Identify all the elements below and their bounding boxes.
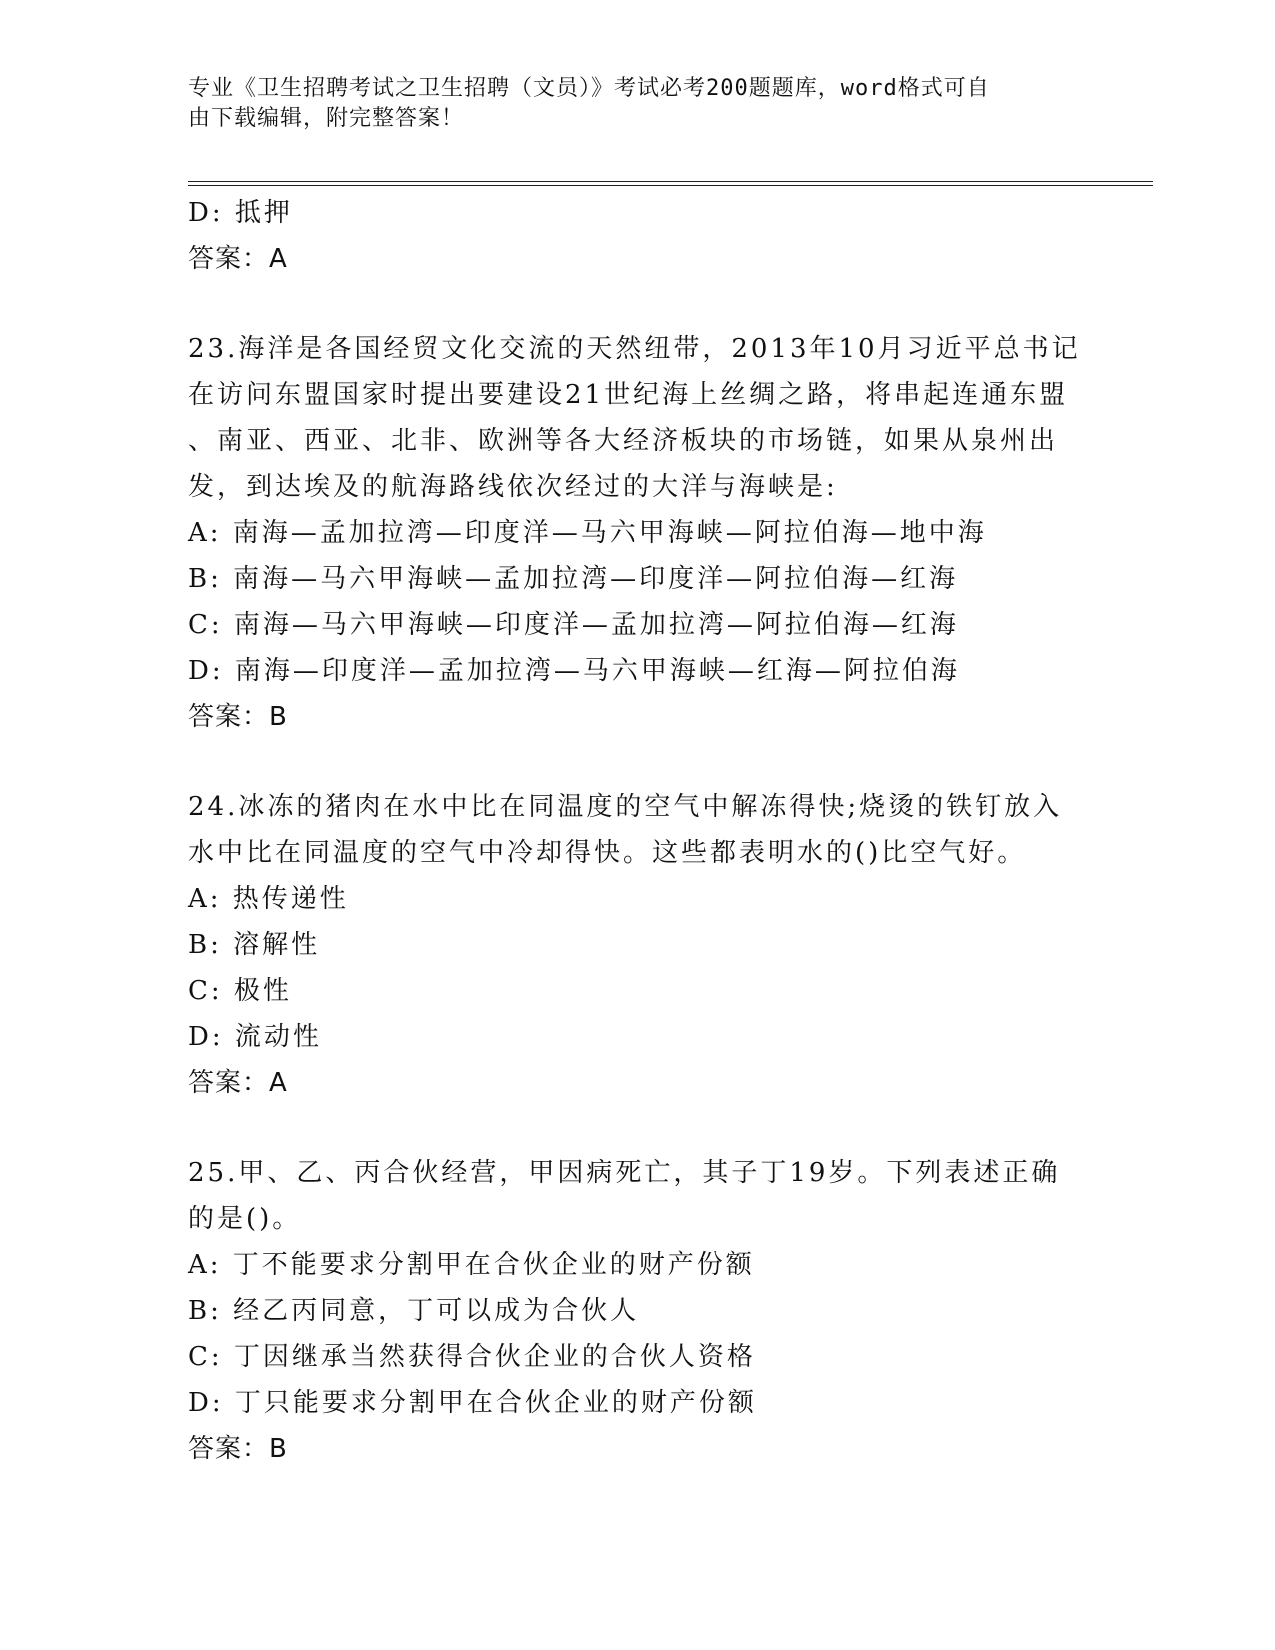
- option-d: D: 流动性: [188, 1022, 322, 1052]
- spacer: [188, 1106, 1088, 1150]
- document-header: [188, 74, 1088, 134]
- option-d: D: 丁只能要求分割甲在合伙企业的财产份额: [188, 1388, 757, 1418]
- question-23: [188, 326, 1088, 740]
- option-a: A: 热传递性: [188, 884, 349, 914]
- option-c: C: 丁因继承当然获得合伙企业的合伙人资格: [188, 1342, 756, 1372]
- option-a: A: 南海—孟加拉湾—印度洋—马六甲海峡—阿拉伯海—地中海: [188, 518, 987, 548]
- question-stem-line: 发，到达埃及的航海路线依次经过的大洋与海峡是:: [188, 472, 838, 502]
- option-b: B: 南海—马六甲海峡—孟加拉湾—印度洋—阿拉伯海—红海: [188, 564, 959, 594]
- answer: 答案：B: [188, 702, 288, 732]
- prev-option-d: D: 抵押: [188, 198, 293, 228]
- header-line-1: 专业《卫生招聘考试之卫生招聘（文员）》考试必考200题题库，word格式可自: [188, 76, 990, 101]
- option-b: B: 经乙丙同意，丁可以成为合伙人: [188, 1296, 640, 1326]
- option-b: B: 溶解性: [188, 930, 321, 960]
- answer: 答案：B: [188, 1434, 288, 1464]
- option-d: D: 南海—印度洋—孟加拉湾—马六甲海峡—红海—阿拉伯海: [188, 656, 960, 686]
- question-stem-line: 23.海洋是各国经贸文化交流的天然纽带，2013年10月习近平总书记: [188, 334, 1081, 364]
- question-stem-line: 25.甲、乙、丙合伙经营，甲因病死亡，其子丁19岁。下列表述正确: [188, 1158, 1061, 1188]
- question-25: [188, 1150, 1088, 1472]
- question-stem-line: 的是()。: [188, 1204, 302, 1234]
- question-stem-line: 24.冰冻的猪肉在水中比在同温度的空气中解冻得快;烧烫的铁钉放入: [188, 792, 1063, 822]
- question-stem-line: 水中比在同温度的空气中冷却得快。这些都表明水的()比空气好。: [188, 838, 1027, 868]
- header-line-2: 由下载编辑，附完整答案！: [188, 106, 465, 131]
- option-c: C: 极性: [188, 976, 292, 1006]
- prev-answer: 答案：A: [188, 244, 288, 274]
- option-a: A: 丁不能要求分割甲在合伙企业的财产份额: [188, 1250, 755, 1280]
- header-rule-bottom: [188, 185, 1153, 186]
- header-rule-top: [188, 181, 1153, 182]
- spacer: [188, 282, 1088, 326]
- question-stem-line: 在访问东盟国家时提出要建设21世纪海上丝绸之路，将串起连通东盟: [188, 380, 1069, 410]
- document-body: [188, 190, 1088, 1472]
- answer: 答案：A: [188, 1068, 288, 1098]
- question-24: [188, 784, 1088, 1106]
- option-c: C: 南海—马六甲海峡—印度洋—孟加拉湾—阿拉伯海—红海: [188, 610, 959, 640]
- spacer: [188, 740, 1088, 784]
- question-stem-line: 、南亚、西亚、北非、欧洲等各大经济板块的市场链，如果从泉州出: [188, 426, 1059, 456]
